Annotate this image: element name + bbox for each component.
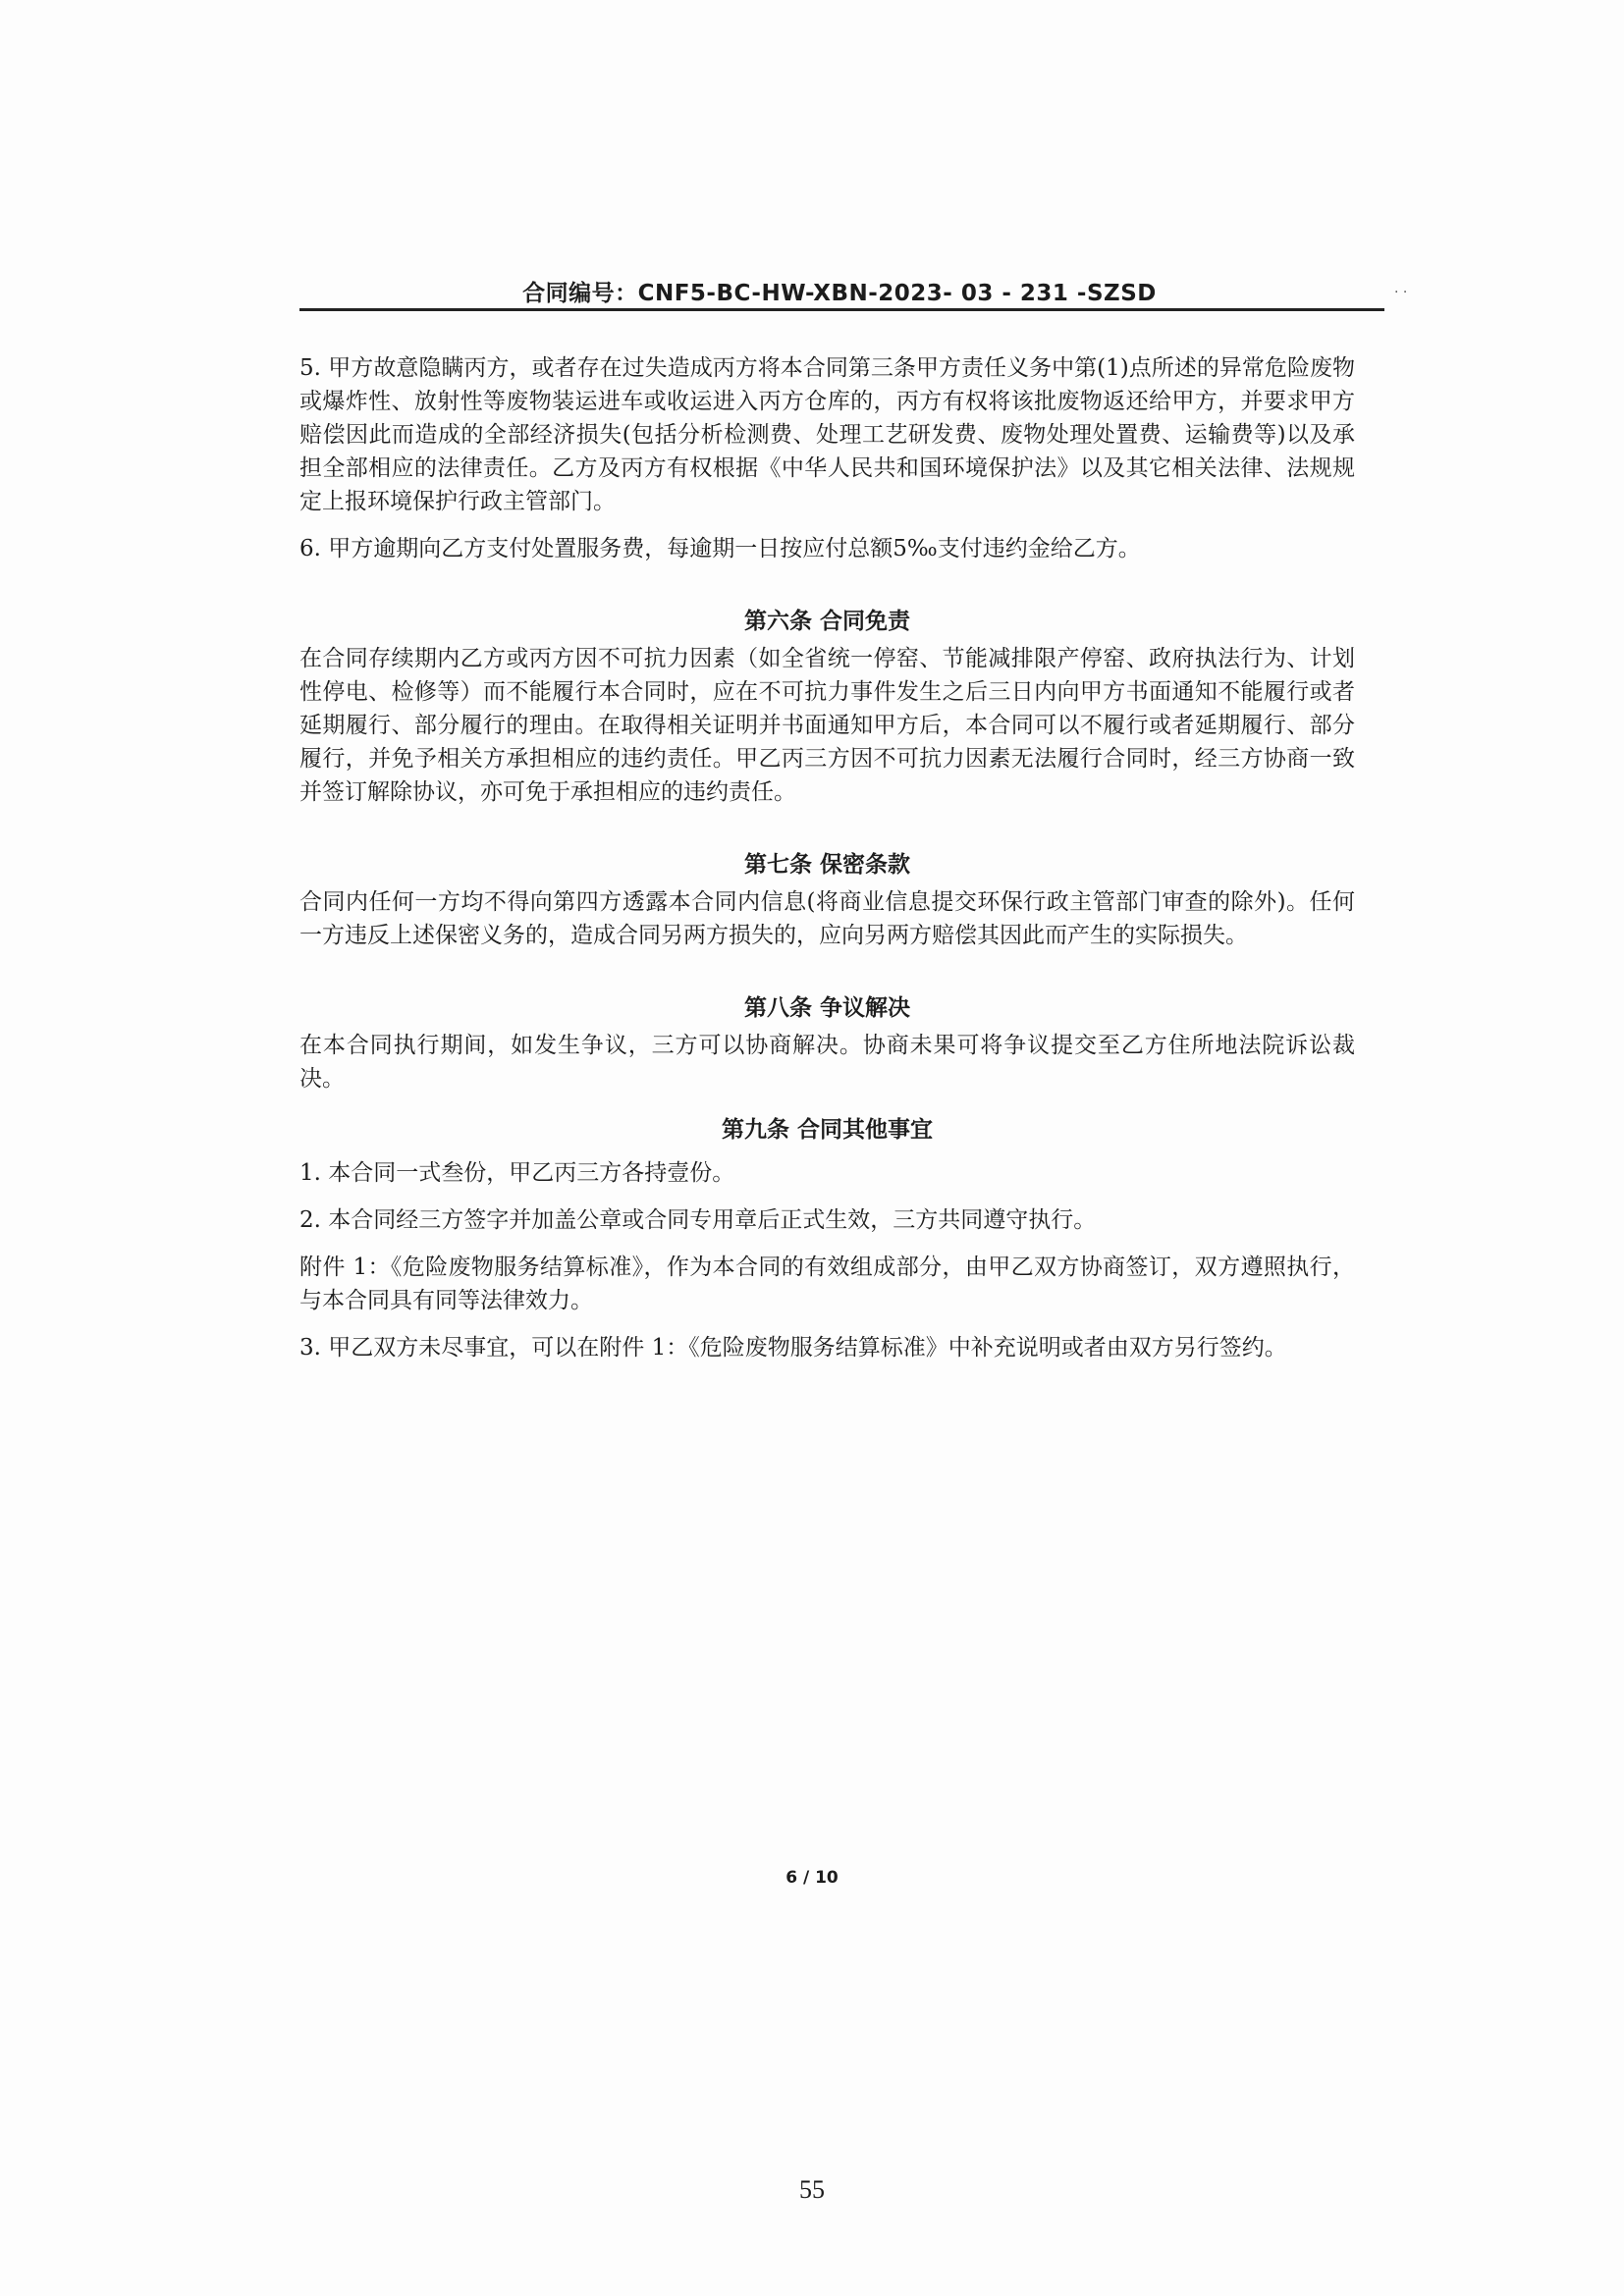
article-9-heading: 第九条 合同其他事宜	[721, 1117, 933, 1143]
article-7-body: 合同内任何一方均不得向第四方透露本合同内信息(将商业信息提交环保行政主管部门审查的除外)。任何一方违反上述保密义务的，造成合同另两方损失的，应向另两方赔偿其因此而产生的实际损失。	[299, 889, 1355, 948]
article-9-item-1: 1. 本合同一式叁份，甲乙丙三方各持壹份。	[299, 1160, 735, 1186]
contract-number-header: 合同编号：CNF5-BC-HW-XBN-2023- 03 - 231 -SZSD	[522, 281, 1157, 306]
article-9-item-3: 3. 甲乙双方未尽事宜，可以在附件 1：《危险废物服务结算标准》中补充说明或者由双方另行签约。	[299, 1335, 1287, 1361]
document-body	[299, 351, 1355, 1378]
scan-page-number: 55	[799, 2175, 825, 2204]
article-8-body: 在本合同执行期间，如发生争议，三方可以协商解决。协商未果可将争议提交至乙方住所地法院诉讼裁决。	[299, 1033, 1355, 1092]
scan-marks: · ·	[1394, 285, 1408, 300]
article-6-heading: 第六条 合同免责	[743, 609, 910, 634]
page-indicator: 6 / 10	[785, 1868, 839, 1888]
clause-5-paragraph: 5. 甲方故意隐瞒丙方，或者存在过失造成丙方将本合同第三条甲方责任义务中第(1)点所述的异常危险废物或爆炸性、放射性等废物装运进车或收运进入丙方仓库的，丙方有权将该批废物返还给甲方，并要求甲方赔偿因此而造成的全部经济损失(包括分析检测费、处理工艺研发费、废物处理处置费、运输费等)以及承担全部相应的法律责任。乙方及丙方有权根据《中华人民共和国环境保护法》以及其它相关法律、法规规定上报环境保护行政主管部门。	[299, 355, 1355, 514]
article-9-annex: 附件 1：《危险废物服务结算标准》，作为本合同的有效组成部分，由甲乙双方协商签订，双方遵照执行，与本合同具有同等法律效力。	[299, 1255, 1355, 1313]
article-8-heading: 第八条 争议解决	[743, 995, 910, 1021]
header-divider	[299, 308, 1384, 311]
article-6-body: 在合同存续期内乙方或丙方因不可抗力因素（如全省统一停窑、节能减排限产停窑、政府执法行为、计划性停电、检修等）而不能履行本合同时，应在不可抗力事件发生之后三日内向甲方书面通知不能履行或者延期履行、部分履行的理由。在取得相关证明并书面通知甲方后，本合同可以不履行或者延期履行、部分履行，并免予相关方承担相应的违约责任。甲乙丙三方因不可抗力因素无法履行合同时，经三方协商一致并签订解除协议，亦可免于承担相应的违约责任。	[299, 646, 1355, 805]
clause-6-paragraph: 6. 甲方逾期向乙方支付处置服务费，每逾期一日按应付总额5‰支付违约金给乙方。	[299, 536, 1141, 561]
article-7-heading: 第七条 保密条款	[743, 852, 910, 878]
article-9-item-2: 2. 本合同经三方签字并加盖公章或合同专用章后正式生效，三方共同遵守执行。	[299, 1207, 1097, 1233]
